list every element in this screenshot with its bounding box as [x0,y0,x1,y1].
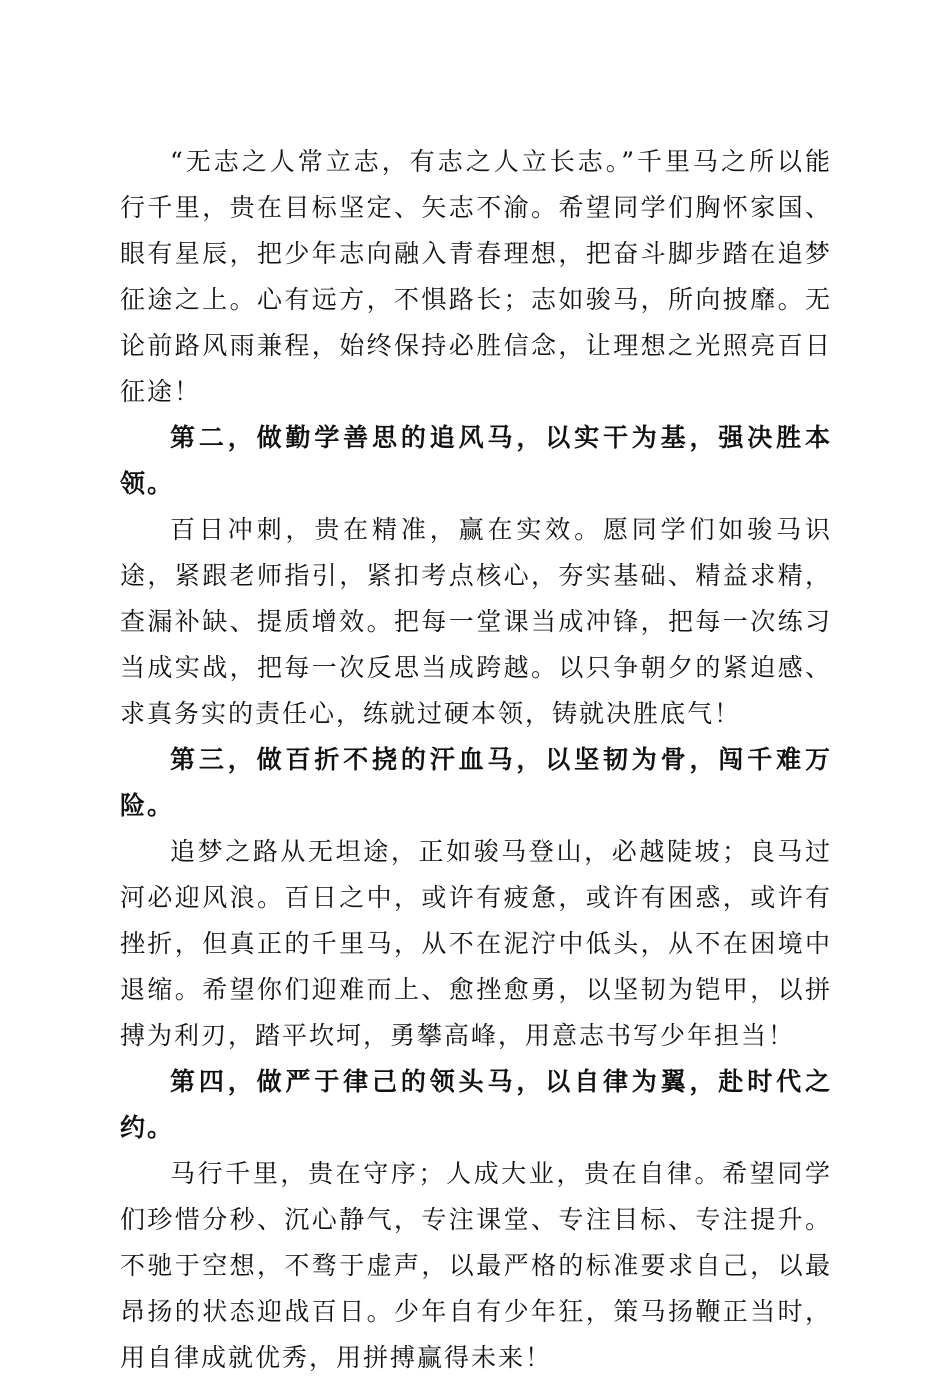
section-heading-4: 第四，做严于律己的领头马，以自律为翼，赴时代之约。 [120,1067,832,1142]
paragraph-self-discipline: 马行千里，贵在守序；人成大业，贵在自律。希望同学们珍惜分秒、沉心静气，专注课堂、专注目标、专注提升。不驰于空想，不骛于虚声，以最严格的标准要求自己，以最昂扬的状态迎战百日。少年自有少年狂，策马扬鞭正当时，用自律成就优秀，用拼搏赢得未来！ [120,1159,832,1372]
section-heading-3: 第三，做百折不挠的汗血马，以坚韧为骨，闯千难万险。 [120,745,832,820]
section-heading-2: 第二，做勤学善思的追风马，以实干为基，强决胜本领。 [120,423,832,498]
paragraph-diligent-study: 百日冲刺，贵在精准，赢在实效。愿同学们如骏马识途，紧跟老师指引，紧扣考点核心，夯实基础、精益求精，查漏补缺、提质增效。把每一堂课当成冲锋，把每一次练习当成实战，把每一次反思当成跨越。以只争朝夕的紧迫感、求真务实的责任心，练就过硬本领，铸就决胜底气！ [120,515,832,728]
document-page [120,139,832,1381]
paragraph-perseverance: 追梦之路从无坦途，正如骏马登山，必越陡坡；良马过河必迎风浪。百日之中，或许有疲惫，或许有困惑，或许有挫折，但真正的千里马，从不在泥泞中低头，从不在困境中退缩。希望你们迎难而上、愈挫愈勇，以坚韧为铠甲，以拼搏为利刃，踏平坎坷，勇攀高峰，用意志书写少年担当！ [120,837,832,1050]
paragraph-ideal-aspiration: “无志之人常立志，有志之人立长志。”千里马之所以能行千里，贵在目标坚定、矢志不渝。希望同学们胸怀家国、眼有星辰，把少年志向融入青春理想，把奋斗脚步踏在追梦征途之上。心有远方，不惧路长；志如骏马，所向披靡。无论前路风雨兼程，始终保持必胜信念，让理想之光照亮百日征途！ [120,147,832,406]
